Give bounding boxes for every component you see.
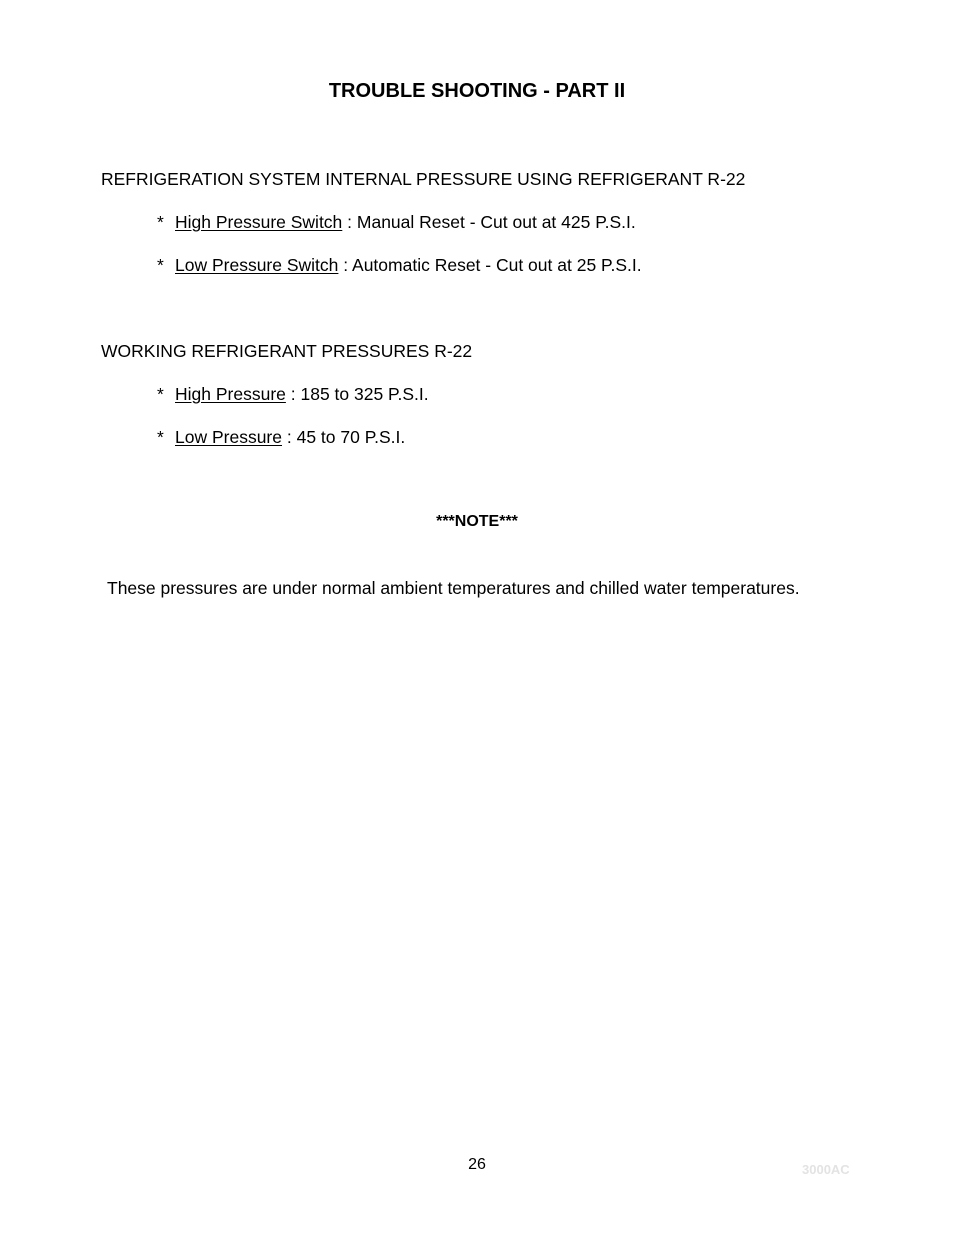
note-text: These pressures are under normal ambient temperatures and chilled water temperatures.: [107, 578, 800, 598]
item-term: Low Pressure Switch: [175, 255, 339, 275]
list-item-high-pressure: [157, 383, 429, 405]
item-term: High Pressure: [175, 384, 286, 404]
item-term: Low Pressure: [175, 427, 282, 447]
note-label: ***NOTE***: [436, 513, 518, 530]
list-item-high-pressure-switch: [157, 211, 636, 233]
item-detail: : 45 to 70 P.S.I.: [282, 427, 406, 447]
section-heading-working-pressures: WORKING REFRIGERANT PRESSURES R-22: [101, 341, 473, 361]
item-detail: : Automatic Reset - Cut out at 25 P.S.I.: [338, 255, 642, 275]
bullet-marker: *: [157, 384, 164, 404]
bullet-marker: *: [157, 212, 164, 232]
item-detail: : Manual Reset - Cut out at 425 P.S.I.: [342, 212, 636, 232]
page-number: 26: [468, 1156, 486, 1173]
list-item-low-pressure-switch: [157, 254, 642, 276]
bullet-marker: *: [157, 255, 164, 275]
item-detail: : 185 to 325 P.S.I.: [285, 384, 429, 404]
page-title: TROUBLE SHOOTING - PART II: [328, 80, 626, 102]
bullet-marker: *: [157, 427, 164, 447]
item-term: High Pressure Switch: [175, 212, 343, 232]
model-watermark: 3000AC: [802, 1162, 850, 1177]
section-heading-internal-pressure: REFRIGERATION SYSTEM INTERNAL PRESSURE USING REFRIGERANT R-22: [101, 169, 746, 189]
list-item-low-pressure: [157, 426, 405, 448]
